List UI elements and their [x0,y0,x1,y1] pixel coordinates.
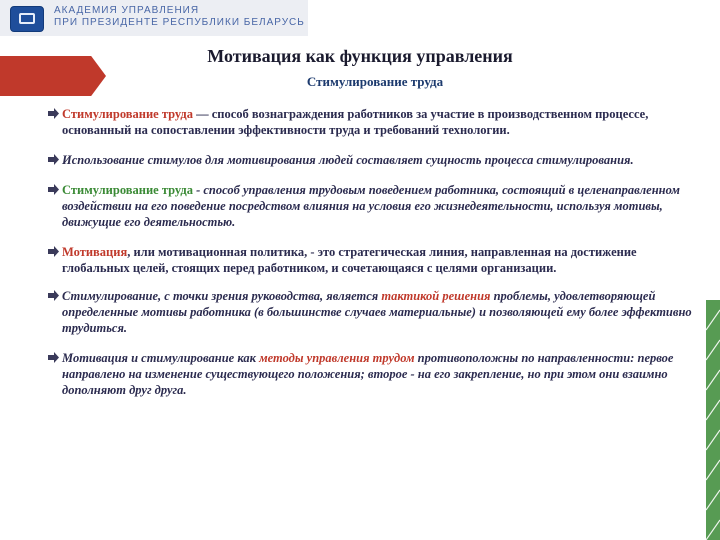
header-logo [0,0,308,36]
item-term: Мотивация [62,245,128,259]
arrow-bullet-icon [48,290,59,301]
arrow-bullet-icon [48,154,59,165]
organization-name-line2: ПРИ ПРЕЗИДЕНТЕ РЕСПУБЛИКИ БЕЛАРУСЬ [54,17,305,28]
list-item [62,182,698,230]
item-term: Стимулирование труда [62,183,193,197]
list-item [62,350,698,398]
organization-name [54,5,305,29]
organization-name-line1: АКАДЕМИЯ УПРАВЛЕНИЯ [54,5,200,16]
item-text-before: Мотивация и стимулирование как [62,351,260,365]
item-highlight: тактикой решения [381,289,491,303]
slide-title: Мотивация как функция управления [207,46,513,66]
list-item [62,288,698,336]
item-term: Стимулирование труда [62,107,193,121]
slide-subtitle: Стимулирование труда [306,74,444,89]
item-text: - способ управления трудовым поведением работника, состоящий в целенаправленном воздействии на его поведение посредством влияния на условия его жизнедеятельности, используя мотивы, движущие его деятельностью. [62,183,680,229]
list-item [62,152,698,168]
item-text-after: проблемы, удовлетворяющей определенные мотивы работника (в большинстве случаев материальные) и позволяющей ему более эффективно трудиться. [62,289,692,335]
arrow-bullet-icon [48,184,59,195]
list-item [62,106,698,138]
list-item [62,244,698,276]
item-text: , или мотивационная политика, - это стратегическая линия, направленная на достижение глобальных целей, стоящих перед работником, и сочетающаяся с целями организации. [62,245,637,275]
academy-emblem-icon [10,6,44,32]
item-text: Использование стимулов для мотивирования людей составляет сущность процесса стимулирования. [62,153,634,167]
item-text-after: противоположны по направленности: первое направлено на изменение существующего положения; второе - на его закрепление, но при этом они взаимно дополняют друг друга. [62,351,674,397]
arrow-bullet-icon [48,108,59,119]
arrow-bullet-icon [48,352,59,363]
item-text: — способ вознаграждения работников за участие в производственном процессе, основанный на сопоставлении эффективности труда и требований технологии. [62,107,649,137]
item-text-before: Стимулирование, с точки зрения руководства, является [62,289,382,303]
bullet-list [62,106,698,412]
item-highlight: методы управления трудом [259,351,415,365]
arrow-bullet-icon [48,246,59,257]
